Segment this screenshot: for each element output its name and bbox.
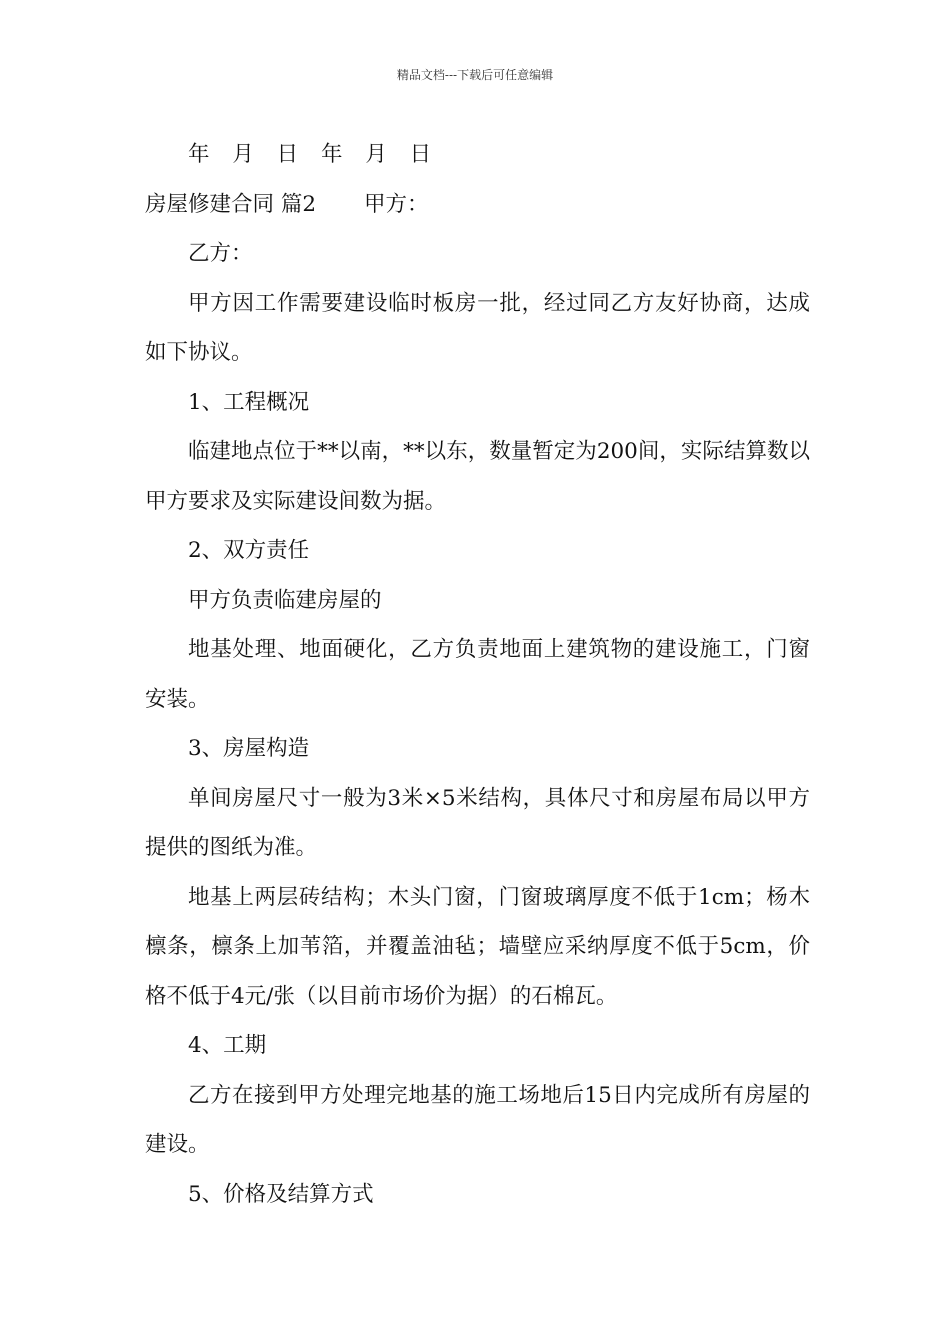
section-heading-3: 3、房屋构造 (188, 736, 310, 761)
contract-title: 房屋修建合同 篇2 (145, 191, 317, 217)
section-heading-5: 5、价格及结算方式 (188, 1181, 374, 1207)
paragraph-party-a-duty: 甲方负责临建房屋的 (188, 587, 382, 613)
paragraph-intro: 甲方因工作需要建设临时板房一批，经过同乙方友好协商，达成如下协议。 (145, 290, 810, 365)
paragraph-materials: 地基上两层砖结构；木头门窗，门窗玻璃厚度不低于1cm；杨木檩条，檩条上加苇箔，并覆盖油毡；墙壁应采纳厚度不低于5cm，价格不低于4元/张（以目前市场价为据）的石棉瓦。 (145, 884, 810, 1009)
party-b-label: 乙方： (188, 241, 253, 266)
date-line (145, 130, 810, 180)
section-heading-2: 2、双方责任 (188, 538, 310, 563)
paragraph-room-size: 单间房屋尺寸一般为3米×5米结构，具体尺寸和房屋布局以甲方提供的图纸为准。 (145, 785, 810, 860)
section-heading-1: 1、工程概况 (188, 389, 310, 415)
paragraph-schedule: 乙方在接到甲方处理完地基的施工场地后15日内完成所有房屋的建设。 (145, 1082, 810, 1157)
section-heading-4: 4、工期 (188, 1033, 267, 1058)
document-body (145, 130, 810, 1219)
title-line (145, 180, 810, 230)
paragraph-overview: 临建地点位于**以南，**以东，数量暂定为200间，实际结算数以甲方要求及实际建设间数为据。 (145, 439, 810, 514)
party-a-label: 甲方： (364, 191, 429, 217)
page-header: 精品文档---下载后可任意编辑 (396, 68, 554, 82)
paragraph-duty-detail: 地基处理、地面硬化，乙方负责地面上建筑物的建设施工，门窗安装。 (145, 637, 810, 712)
date-text: 年 月 日 年 月 日 (188, 142, 440, 167)
